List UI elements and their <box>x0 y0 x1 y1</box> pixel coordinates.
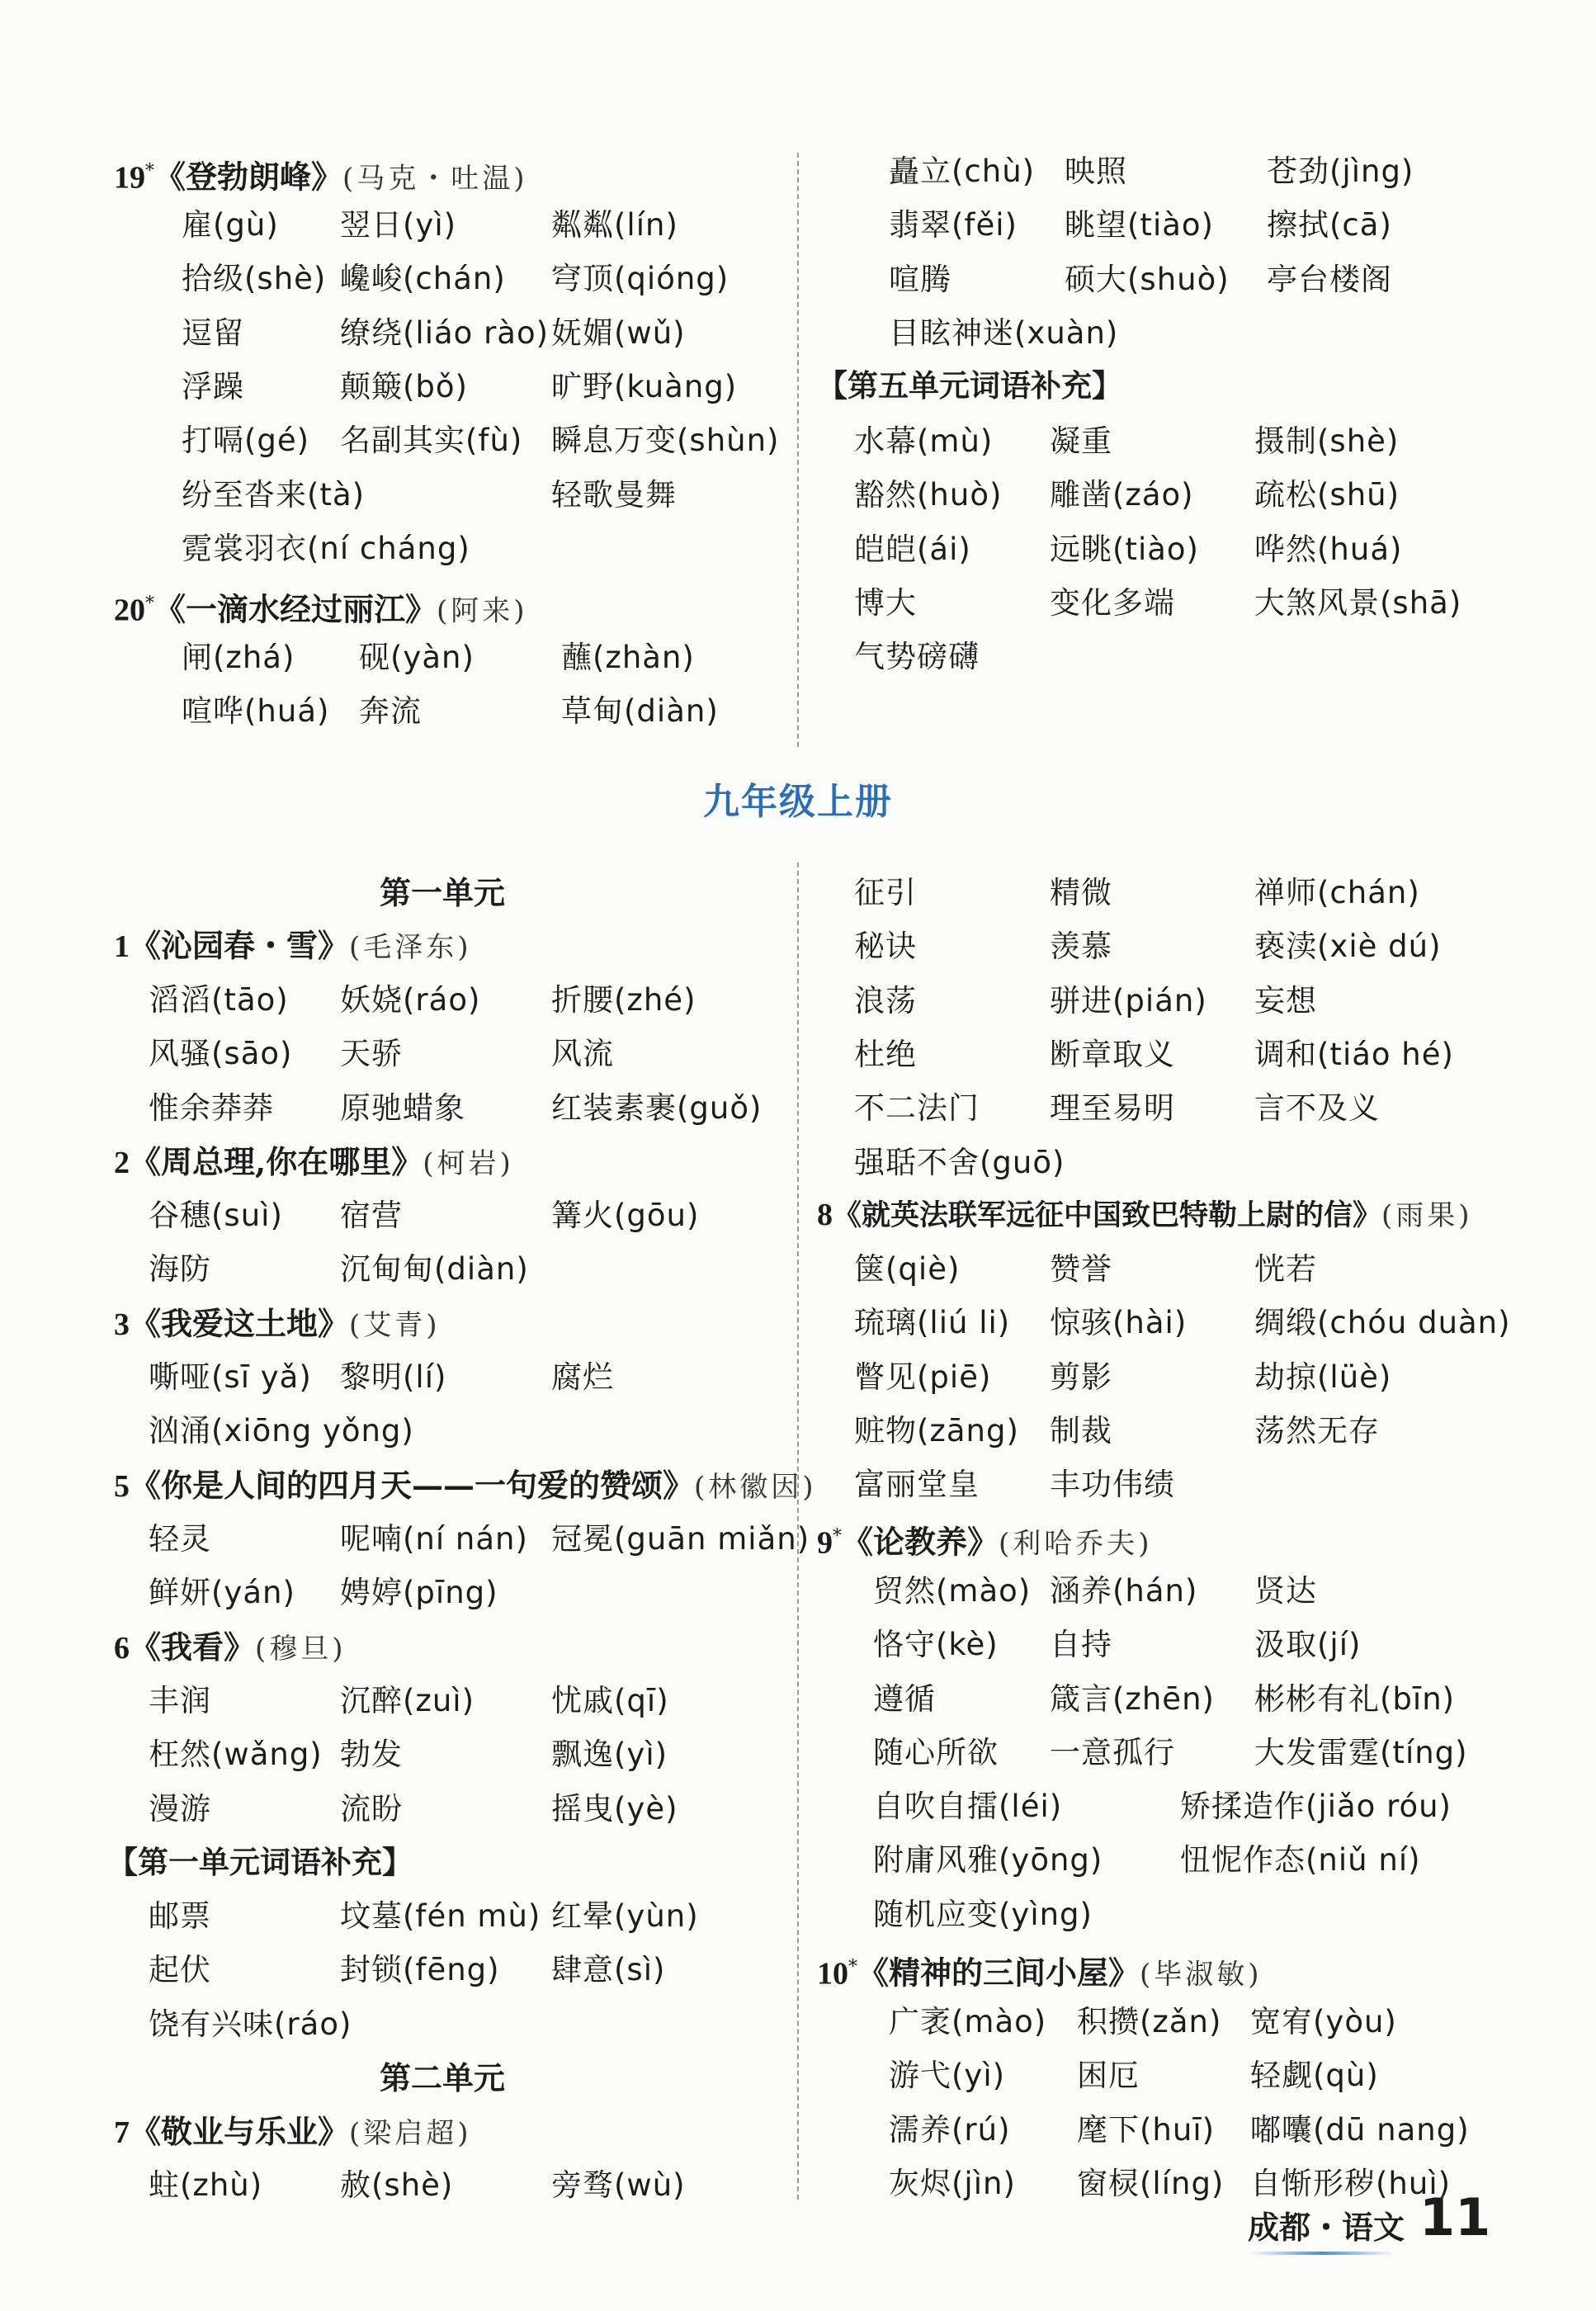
vocab-word: 翌日(yì) <box>340 207 457 243</box>
lesson-7-heading: 7《敬业与乐业》(梁启超) <box>114 2113 472 2150</box>
lesson-6-heading: 6《我看》(穆旦) <box>114 1628 347 1666</box>
vocab-word: 目眩神迷(xuàn) <box>889 314 1119 351</box>
vocab-word: 矗立(chù) <box>889 154 1036 189</box>
vocab-word: 海防 <box>149 1251 211 1288</box>
vocab-word: 原驰蜡象 <box>340 1089 465 1126</box>
vocab-word: 强聒不舍(guō) <box>854 1144 1065 1180</box>
book-title: 九年级上册 <box>703 781 893 823</box>
vocab-word: 琉璃(liú li) <box>854 1305 1011 1341</box>
vocab-word: 窗棂(líng) <box>1077 2165 1225 2201</box>
vocab-word: 制裁 <box>1050 1412 1112 1449</box>
vocab-word: 谷穗(suì) <box>149 1198 283 1233</box>
lesson-2-heading: 2《周总理,你在哪里》(柯岩) <box>114 1143 514 1180</box>
vocab-word: 名副其实(fù) <box>340 423 523 459</box>
vocab-word: 流盼 <box>340 1790 403 1827</box>
vocab-word: 浪荡 <box>854 982 917 1018</box>
vocab-word: 恍若 <box>1254 1251 1317 1287</box>
vocab-word: 禅师(chán) <box>1254 875 1420 910</box>
vocab-word: 喧腾 <box>889 261 951 297</box>
vocab-word: 鲜妍(yán) <box>149 1575 295 1611</box>
vocab-word: 大发雷霆(tíng) <box>1254 1734 1468 1770</box>
vocab-word: 变化多端 <box>1050 584 1175 621</box>
vocab-word: 箴言(zhēn) <box>1050 1680 1215 1717</box>
vocab-word: 雇(gù) <box>182 207 279 243</box>
vocab-word: 羡慕 <box>1050 929 1112 965</box>
vocab-word: 忸怩作态(niǔ ní) <box>1180 1842 1421 1879</box>
vocab-word: 天骄 <box>340 1036 403 1072</box>
vocab-word: 瞬息万变(shùn) <box>551 423 780 459</box>
vocab-word: 汹涌(xiōng yǒng) <box>149 1413 414 1449</box>
vocab-word: 起伏 <box>149 1952 211 1988</box>
vocab-word: 恪守(kè) <box>873 1627 999 1663</box>
vocab-word: 征引 <box>854 875 917 910</box>
vocab-word: 拾级(shè) <box>182 261 327 297</box>
vocab-word: 哗然(huá) <box>1254 531 1403 567</box>
vocab-word: 断章取义 <box>1050 1036 1175 1072</box>
vocab-word: 邮票 <box>149 1898 211 1934</box>
vocab-word: 坟墓(fén mù) <box>340 1898 541 1934</box>
vocab-word: 喧哗(huá) <box>182 693 330 730</box>
vocab-word: 滔滔(tāo) <box>149 982 289 1018</box>
vocab-word: 一意孤行 <box>1050 1734 1175 1770</box>
vocab-word: 精微 <box>1050 875 1112 910</box>
vocab-word: 草甸(diàn) <box>561 693 719 730</box>
vocab-word: 凝重 <box>1050 423 1112 459</box>
vocab-word: 娉婷(pīng) <box>340 1575 498 1611</box>
vocab-word: 濡养(rú) <box>889 2111 1011 2148</box>
vocab-word: 摄制(shè) <box>1254 423 1400 459</box>
lesson-3-heading: 3《我爱这土地》(艾青) <box>114 1305 441 1342</box>
lesson-1-heading: 1《沁园春・雪》(毛泽东) <box>114 927 472 964</box>
vocab-word: 丰功伟绩 <box>1050 1467 1175 1503</box>
vocab-word: 水幕(mù) <box>854 423 994 459</box>
vocab-word: 赃物(zāng) <box>854 1412 1019 1449</box>
vocab-word: 妩媚(wǔ) <box>551 314 686 351</box>
vocab-word: 黎明(lí) <box>340 1359 447 1395</box>
vocab-word: 封锁(fēng) <box>340 1952 500 1988</box>
vocab-word: 大煞风景(shā) <box>1254 584 1462 621</box>
vocab-word: 苍劲(jìng) <box>1267 154 1414 189</box>
vocab-word: 矫揉造作(jiǎo róu) <box>1180 1789 1452 1824</box>
vocab-word: 蘸(zhàn) <box>561 640 695 675</box>
vocab-word: 风流 <box>551 1036 614 1072</box>
vocab-word: 轻灵 <box>149 1521 211 1557</box>
vocab-word: 自持 <box>1050 1627 1112 1663</box>
vocab-word: 汲取(jí) <box>1254 1627 1362 1663</box>
vocab-word: 砚(yàn) <box>359 640 475 675</box>
vocab-word: 轻歌曼舞 <box>551 476 677 513</box>
vocab-word: 巉峻(chán) <box>340 261 506 297</box>
vocab-word: 亵渎(xiè dú) <box>1254 929 1442 965</box>
vocab-word: 逗留 <box>182 314 244 351</box>
vocab-word: 红晕(yùn) <box>551 1898 699 1934</box>
vocab-word: 嘟囔(dū nang) <box>1250 2111 1470 2148</box>
vocab-word: 忧戚(qī) <box>551 1683 669 1718</box>
lesson-19-heading: 19*《登勃朗峰》(马克・吐温) <box>114 158 528 196</box>
vocab-word: 缭绕(liáo rào) <box>340 314 550 351</box>
vocab-word: 富丽堂皇 <box>854 1467 980 1503</box>
vocab-word: 调和(tiáo hé) <box>1254 1036 1454 1072</box>
vocab-word: 呢喃(ní nán) <box>340 1521 528 1557</box>
vocab-word: 劫掠(lüè) <box>1254 1359 1392 1395</box>
vocab-word: 贤达 <box>1254 1573 1317 1609</box>
vocab-word: 随心所欲 <box>873 1734 999 1770</box>
footer-label: 成都・语文 <box>1248 2209 1405 2246</box>
vocab-word: 硕大(shuò) <box>1065 261 1230 297</box>
vocab-word: 赦(shè) <box>340 2167 454 2203</box>
vocab-word: 皑皑(ái) <box>854 531 971 567</box>
vocab-word: 气势磅礴 <box>854 639 980 675</box>
vocab-word: 游弋(yì) <box>889 2058 1006 2094</box>
vocab-word: 翡翠(fěi) <box>889 207 1018 243</box>
vocab-word: 轻觑(qù) <box>1250 2058 1379 2094</box>
vocab-word: 映照 <box>1065 154 1127 189</box>
vocab-word: 折腰(zhé) <box>551 982 696 1018</box>
column-divider-top <box>797 153 799 747</box>
vocab-word: 妄想 <box>1254 982 1317 1018</box>
vocab-word: 惊骇(hài) <box>1050 1305 1188 1341</box>
vocab-word: 宽宥(yòu) <box>1250 2004 1397 2039</box>
vocab-word: 豁然(huò) <box>854 477 1003 513</box>
vocab-word: 眺望(tiào) <box>1065 207 1214 243</box>
vocab-word: 宿营 <box>340 1198 403 1233</box>
vocab-word: 理至易明 <box>1050 1090 1175 1127</box>
vocab-word: 瞥见(piē) <box>854 1359 992 1395</box>
vocab-word: 颠簸(bǒ) <box>340 368 468 404</box>
vocab-word: 冠冕(guān miǎn) <box>551 1521 810 1557</box>
vocab-word: 言不及义 <box>1254 1090 1380 1127</box>
vocab-word: 赞誉 <box>1050 1251 1112 1287</box>
vocab-word: 麾下(huī) <box>1077 2111 1216 2148</box>
vocab-word: 风骚(sāo) <box>149 1036 293 1072</box>
lesson-9-heading: 9*《论教养》(利哈乔夫) <box>817 1523 1153 1561</box>
unit-2-heading: 第二单元 <box>380 2059 506 2096</box>
vocab-word: 勃发 <box>340 1737 403 1773</box>
footer-underline <box>1248 2252 1396 2255</box>
vocab-word: 篝火(gōu) <box>551 1198 700 1233</box>
lesson-10-heading: 10*《精神的三间小屋》(毕淑敏) <box>817 1954 1263 1992</box>
vocab-word: 霓裳羽衣(ní cháng) <box>182 530 470 566</box>
vocab-word: 浮躁 <box>182 368 244 404</box>
vocab-word: 闸(zhá) <box>182 640 295 675</box>
vocab-word: 困厄 <box>1077 2058 1140 2094</box>
vocab-word: 疏松(shū) <box>1254 477 1400 513</box>
unit1-supplement-heading: 【第一单元词语补充】 <box>107 1845 413 1880</box>
unit-1-heading: 第一单元 <box>380 874 506 911</box>
vocab-word: 旁骛(wù) <box>551 2167 686 2203</box>
vocab-word: 自吹自擂(léi) <box>873 1789 1063 1824</box>
page-number: 11 <box>1419 2187 1491 2247</box>
vocab-word: 秘诀 <box>854 929 917 965</box>
vocab-word: 沉醉(zuì) <box>340 1683 475 1718</box>
vocab-word: 博大 <box>854 584 917 621</box>
vocab-word: 丰润 <box>149 1683 211 1718</box>
vocab-word: 荡然无存 <box>1254 1412 1380 1449</box>
vocab-word: 广袤(mào) <box>889 2004 1047 2039</box>
vocab-word: 亭台楼阁 <box>1267 261 1392 297</box>
vocab-word: 穹顶(qióng) <box>551 261 730 297</box>
vocab-word: 不二法门 <box>854 1090 980 1127</box>
vocab-word: 惟余莽莽 <box>149 1089 274 1126</box>
vocab-word: 打嗝(gé) <box>182 423 310 459</box>
vocab-word: 摇曳(yè) <box>551 1790 678 1827</box>
vocab-word: 灰烬(jìn) <box>889 2165 1016 2201</box>
vocab-word: 妖娆(ráo) <box>340 982 481 1018</box>
vocab-word: 剪影 <box>1050 1359 1112 1395</box>
vocab-word: 箧(qiè) <box>854 1251 961 1287</box>
vocab-word: 嘶哑(sī yǎ) <box>149 1359 312 1395</box>
lesson-20-heading: 20*《一滴水经过丽江》(阿来) <box>114 590 528 628</box>
vocab-word: 擦拭(cā) <box>1267 207 1392 243</box>
lesson-5-heading: 5《你是人间的四月天——一句爱的赞颂》(林徽因) <box>114 1467 817 1504</box>
vocab-word: 飘逸(yì) <box>551 1737 668 1773</box>
vocab-word: 骈进(pián) <box>1050 982 1207 1018</box>
vocab-word: 漫游 <box>149 1790 211 1827</box>
vocab-word: 沉甸甸(diàn) <box>340 1251 529 1288</box>
vocab-word: 蛀(zhù) <box>149 2167 263 2203</box>
vocab-word: 粼粼(lín) <box>551 207 678 243</box>
vocab-word: 奔流 <box>359 693 422 730</box>
vocab-word: 枉然(wǎng) <box>149 1737 323 1773</box>
vocab-word: 积攒(zǎn) <box>1077 2004 1222 2039</box>
vocab-word: 贸然(mào) <box>873 1573 1032 1609</box>
vocab-word: 肆意(sì) <box>551 1952 666 1988</box>
vocab-word: 腐烂 <box>551 1359 614 1395</box>
vocab-word: 杜绝 <box>854 1036 917 1072</box>
vocab-word: 远眺(tiào) <box>1050 531 1199 567</box>
vocab-word: 饶有兴味(ráo) <box>149 2006 352 2042</box>
lesson-8-heading: 8《就英法联军远征中国致巴特勒上尉的信》(雨果) <box>817 1198 1473 1232</box>
unit5-supplement-heading: 【第五单元词语补充】 <box>817 368 1122 404</box>
vocab-word: 随机应变(yìng) <box>873 1896 1093 1932</box>
vocab-word: 彬彬有礼(bīn) <box>1254 1680 1456 1717</box>
vocab-word: 遵循 <box>873 1680 936 1717</box>
vocab-word: 雕凿(záo) <box>1050 477 1194 513</box>
vocab-word: 绸缎(chóu duàn) <box>1254 1305 1511 1341</box>
vocab-word: 旷野(kuàng) <box>551 368 738 404</box>
vocab-word: 自惭形秽(huì) <box>1250 2165 1452 2201</box>
vocab-word: 红装素裹(guǒ) <box>551 1089 763 1126</box>
vocab-word: 附庸风雅(yōng) <box>873 1842 1103 1879</box>
vocab-word: 涵养(hán) <box>1050 1573 1198 1609</box>
vocab-word: 纷至沓来(tà) <box>182 476 366 513</box>
